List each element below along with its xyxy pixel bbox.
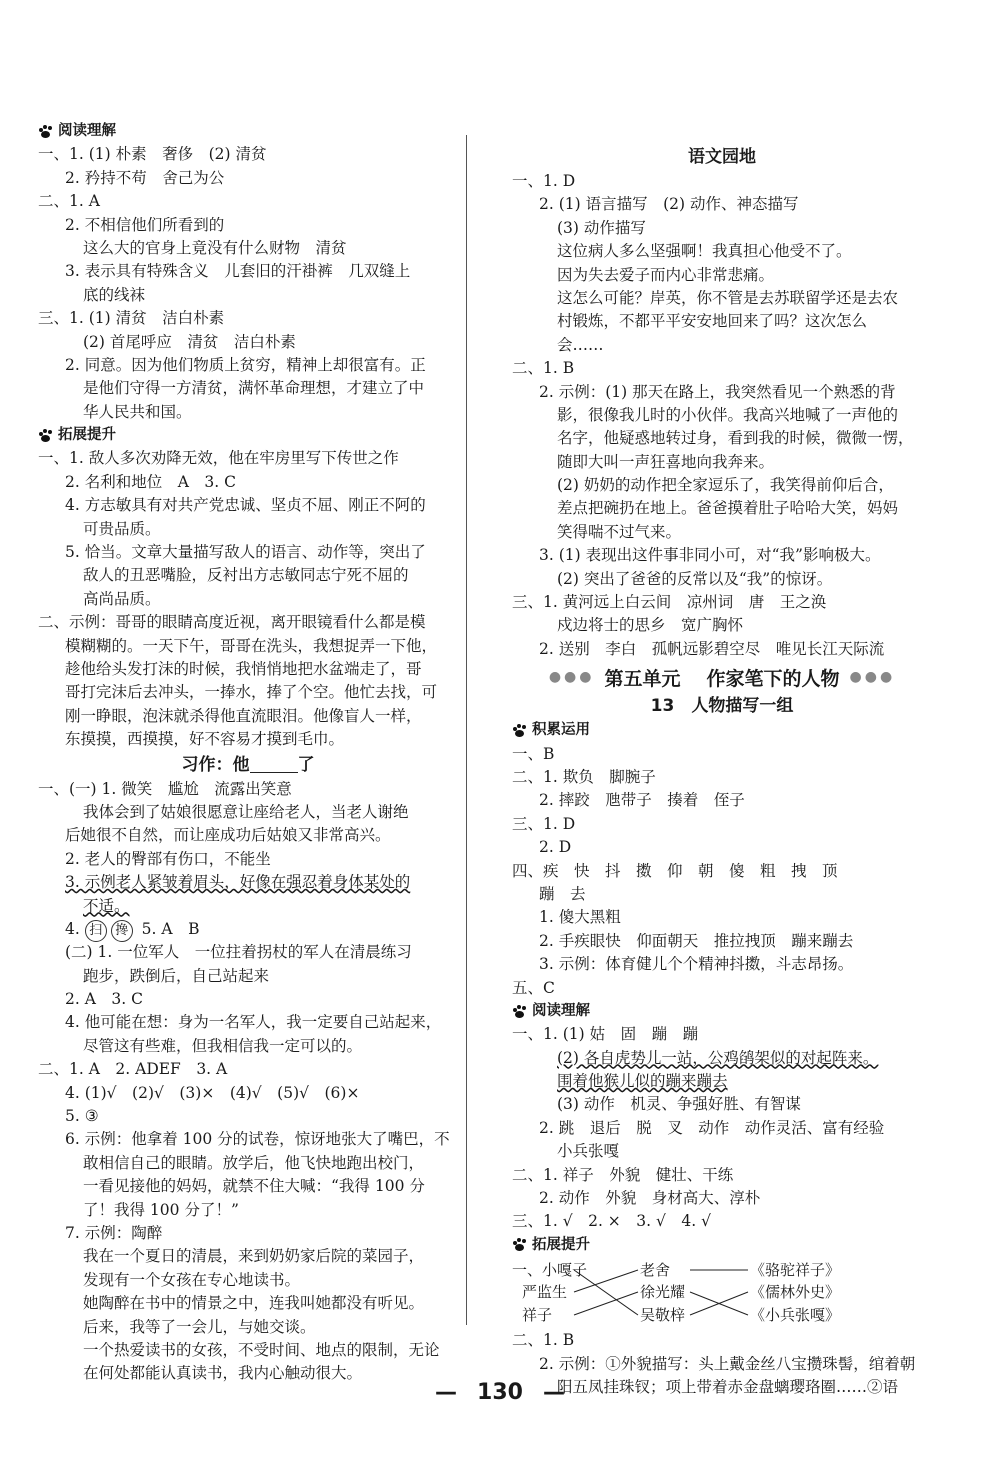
answer-line: 哥打完沫后去冲头，一捧水，捧了个空。他忙去找，可	[65, 683, 438, 702]
answer-line: 2. D	[539, 838, 572, 857]
answer-line: 2. 手疾眼快 仰面朝天 推拉拽顶 蹦来蹦去	[539, 931, 854, 950]
answer-line: 3. 示例：体育健儿个个精神抖擞，斗志昂扬。	[539, 955, 854, 974]
answer-line: (3) 动作 机灵、争强好胜、有智谋	[557, 1095, 801, 1114]
answer-line	[38, 895, 458, 918]
section-heading-label: 拓展提升	[58, 427, 116, 444]
answer-line: (2) 突出了爸爸的反常以及“我”的惊讶。	[557, 569, 833, 588]
match-left: 祥子	[522, 1306, 553, 1325]
answer-line: 模糊糊的。一天下午，哥哥在洗头，我想捉弄一下他，	[65, 636, 438, 655]
unit-heading	[512, 661, 932, 693]
answer-line: 二、1. B	[512, 359, 575, 378]
section-heading-label: 拓展提升	[532, 1236, 590, 1253]
answer-line: 2. 送别 李白 孤帆远影碧空尽 唯见长江天际流	[539, 639, 885, 658]
answer-line: 影，很像我儿时的小伙伴。我高兴地喊了一声他的	[557, 405, 899, 424]
answer-line: 二、1. B	[512, 1331, 575, 1350]
match-left: 一、小嘎子	[512, 1261, 588, 1280]
answer-line: (二) 1. 一位军人 一位拄着拐杖的军人在清晨练习	[65, 943, 412, 962]
circled-char: 搀	[111, 920, 133, 942]
answer-line: 1. 傻大黑粗	[539, 908, 621, 927]
answer-line	[512, 1070, 932, 1093]
answer-text: 5. A B	[141, 919, 200, 938]
answer-line: 一、1. 敌人多次劝降无效，他在牢房里写下传世之作	[38, 449, 399, 468]
dots-decoration: ●●●	[849, 669, 896, 686]
match-right: 《儒林外史》	[750, 1283, 841, 1302]
answer-line: 尽管这有些难，但我相信我一定可以的。	[83, 1036, 363, 1055]
underlined-answer: 围着他猴儿似的蹦来蹦去	[557, 1072, 728, 1091]
answer-line: 一、(一) 1. 微笑 尴尬 流露出笑意	[38, 779, 292, 798]
answer-line: 这位病人多么坚强啊！我真担心他受不了。	[557, 242, 852, 261]
answer-line: 三、1. √ 2. × 3. √ 4. √	[512, 1212, 711, 1231]
answer-line: 三、1. (1) 清贫 洁白朴素	[38, 309, 225, 328]
answer-line: 跑步，跌倒后，自己站起来	[83, 966, 270, 985]
answer-line: 2. 跳 退后 脱 叉 动作 动作灵活、富有经验	[539, 1118, 885, 1137]
answer-line: 二、1. A	[38, 192, 100, 211]
answer-line: 可贵品质。	[83, 519, 161, 538]
answer-line: 二、1. A 2. ADEF 3. A	[38, 1060, 228, 1079]
answer-line: 一看见接他的妈妈，就禁不住大喊：“我得 100 分	[83, 1177, 425, 1196]
section-heading-label: 积累运用	[532, 722, 590, 739]
answer-line: 戍边将士的思乡 宽广胸怀	[557, 616, 744, 635]
answer-line: 阳五凤挂珠钗；项上带着赤金盘螭璎珞圈……②语	[557, 1377, 899, 1396]
answer-line: 笑得喘不过气来。	[557, 522, 682, 541]
answer-line: 2. 摔跤 虺带子 揍着 侄子	[539, 791, 745, 810]
match-right: 《骆驼祥子》	[750, 1261, 841, 1280]
lesson-title: 13 人物描写一组	[650, 696, 794, 717]
match-mid: 吴敬梓	[640, 1306, 686, 1325]
answer-line: 我体会到了姑娘很愿意让座给老人，当老人谢绝	[83, 802, 409, 821]
answer-line: 2. 同意。因为他们物质上贫穷，精神上却很富有。正	[65, 355, 426, 374]
left-column	[38, 120, 458, 1386]
answer-line: 一、1. (1) 朴素 奢侈 (2) 清贫	[38, 145, 267, 164]
answer-line: 发现有一个女孩在专心地读书。	[83, 1270, 301, 1289]
composition-title-suffix: 了	[297, 754, 315, 775]
answer-line	[38, 918, 458, 941]
answer-line: 2. 示例：①外貌描写：头上戴金丝八宝攒珠髻，绾着朝	[539, 1354, 916, 1373]
answer-line: 华人民共和国。	[83, 402, 192, 421]
answer-line: 小兵张嘎	[557, 1142, 620, 1161]
answer-line: 2. (1) 语言描写 (2) 动作、神态描写	[539, 195, 799, 214]
answer-line: 3. (1) 表现出这件事非同小可，对“我”影响极大。	[539, 546, 881, 565]
answer-line: (2) 奶奶的动作把全家逗乐了，我笑得前仰后合，	[557, 476, 894, 495]
answer-line: 敌人的丑恶嘴脸，反衬出方志敏同志宁死不屈的	[83, 566, 409, 585]
answer-line: 三、1. 黄河远上白云间 凉州词 唐 王之涣	[512, 593, 827, 612]
answer-line: 后她很不自然，而让座成功后姑娘又非常高兴。	[65, 826, 391, 845]
page-dash: —	[435, 1380, 458, 1405]
answer-line: 了！我得 100 分了！”	[83, 1200, 239, 1219]
unit-number: 第五单元	[604, 667, 681, 690]
page-number-value: 130	[477, 1380, 523, 1405]
answer-line: 五、C	[512, 978, 555, 997]
unit-title: 作家笔下的人物	[706, 667, 840, 690]
section-heading	[38, 424, 458, 447]
answer-line: 随即大叫一声狂喜地向我奔来。	[557, 452, 775, 471]
answer-line: 这怎么可能？岸英，你不管是去苏联留学还是去农	[557, 288, 899, 307]
paw-icon	[512, 1005, 528, 1019]
answer-line: 2. 不相信他们所看到的	[65, 215, 225, 234]
answer-line: 一个热爱读书的女孩，不受时间、地点的限制，无论	[83, 1340, 440, 1359]
section-heading	[512, 719, 932, 742]
answer-line: 二、1. 祥子 外貌 健壮、干练	[512, 1165, 734, 1184]
answer-line: 一、1. (1) 姑 固 蹦 蹦	[512, 1025, 699, 1044]
answer-line: 7. 示例：陶醉	[65, 1223, 163, 1242]
answer-line: 2. A 3. C	[65, 990, 143, 1009]
answer-line: (2) 首尾呼应 清贫 洁白朴素	[83, 332, 296, 351]
answer-line: 后来，我等了一会儿，与她交谈。	[83, 1317, 316, 1336]
fill-blank	[250, 756, 298, 773]
answer-line: 一、B	[512, 744, 555, 763]
answer-line	[512, 1047, 932, 1070]
dots-decoration: ●●●	[548, 669, 595, 686]
answer-line: 2. 老人的臀部有伤口，不能坐	[65, 849, 271, 868]
section-heading	[512, 1234, 932, 1257]
match-left: 严监生	[522, 1283, 568, 1302]
answer-line: 2. 矜持不苟 舍己为公	[65, 168, 225, 187]
answer-line: 3. 表示具有特殊含义 儿套旧的汗褂裤 几双缝上	[65, 262, 411, 281]
section-heading-label: 阅读理解	[532, 1002, 590, 1019]
section-title: 语文园地	[688, 147, 756, 167]
answer-line: 一、1. D	[512, 172, 576, 190]
paw-icon	[38, 429, 54, 443]
circled-char: 扫	[85, 920, 107, 942]
answer-line: 是他们守得一方清贫，满怀革命理想，才建立了中	[83, 379, 425, 398]
answer-line: 4. (1)√ (2)√ (3)× (4)√ (5)√ (6)×	[65, 1083, 360, 1102]
match-mid: 徐光耀	[640, 1283, 686, 1302]
section-heading	[512, 1000, 932, 1023]
underlined-answer: 不适。	[83, 896, 130, 915]
answer-line: 在何处都能认真读书，我内心触动很大。	[83, 1364, 363, 1383]
paw-icon	[512, 724, 528, 738]
answer-line: 2. 示例：(1) 那天在路上，我突然看见一个熟悉的背	[539, 382, 896, 401]
answer-line: 四、疾 快 抖 擞 仰 朝 傻 粗 拽 顶	[512, 861, 838, 880]
underlined-answer: (2) 各自虎势儿一站，公鸡鹐架似的对起阵来。	[557, 1048, 879, 1067]
answer-line: 村锻炼，不都平平安安地回来了吗？这次怎么	[557, 312, 868, 331]
match-right: 《小兵张嘎》	[750, 1306, 841, 1325]
answer-line: 6. 示例：他拿着 100 分的试卷，惊讶地张大了嘴巴，不	[65, 1130, 450, 1149]
answer-line: 2. 动作 外貌 身材高大、淳朴	[539, 1189, 761, 1208]
paw-icon	[38, 125, 54, 139]
section-heading-label: 阅读理解	[58, 123, 116, 139]
item-number: 4.	[65, 919, 80, 938]
answer-line: 4. 方志敏具有对共产党忠诚、坚贞不屈、刚正不阿的	[65, 496, 426, 515]
answer-line: (3) 动作描写	[557, 218, 646, 237]
answer-line: 敢相信自己的眼睛。放学后，他飞快地跑出校门，	[83, 1153, 425, 1172]
composition-title-text: 习作：他	[181, 754, 250, 775]
answer-line: 二、1. 欺负 脚腕子	[512, 767, 656, 786]
answer-line	[38, 871, 458, 894]
answer-line: 蹦 去	[539, 884, 586, 903]
column-divider	[466, 135, 467, 1325]
answer-line: 东摸摸，西摸摸，好不容易才摸到毛巾。	[65, 730, 345, 749]
answer-line: 因为失去爱子而内心非常悲痛。	[557, 265, 775, 284]
answer-line: 5. ③	[65, 1107, 99, 1126]
answer-line: 4. 他可能在想：身为一名军人，我一定要自己站起来，	[65, 1013, 442, 1032]
section-heading	[38, 120, 458, 143]
answer-line: 高尚品质。	[83, 589, 161, 608]
answer-line: 这么大的官身上竟没有什么财物 清贫	[83, 238, 347, 257]
answer-line: 她陶醉在书中的情景之中，连我叫她都没有听见。	[83, 1294, 425, 1313]
underlined-answer: 3. 示例老人紧皱着眉头，好像在强忍着身体某处的	[65, 873, 411, 892]
answer-line: 趁他给头发打沫的时候，我悄悄地把水盆端走了，哥	[65, 659, 422, 678]
answer-line: 我在一个夏日的清晨，来到奶奶家后院的菜园子，	[83, 1247, 425, 1266]
answer-line: 5. 恰当。文章大量描写敌人的语言、动作等，突出了	[65, 543, 426, 562]
right-column	[512, 144, 932, 1399]
answer-line: 会……	[557, 335, 604, 354]
composition-title	[38, 752, 458, 778]
answer-line: 底的线袜	[83, 285, 146, 304]
page-number	[0, 1380, 1000, 1405]
answer-line: 刚一睁眼，泡沫就杀得他直流眼泪。他像盲人一样，	[65, 706, 422, 725]
answer-line: 差点把碗扔在地上。爸爸摸着肚子哈哈大笑，妈妈	[557, 499, 899, 518]
answer-line: 名字，他疑惑地转过身，看到我的时候，微微一愣，	[557, 429, 914, 448]
answer-line: 2. 名利和地位 A 3. C	[65, 472, 236, 491]
match-mid: 老舍	[640, 1261, 671, 1280]
answer-line: 三、1. D	[512, 814, 576, 833]
answer-line: 二、示例：哥哥的眼睛高度近视，离开眼镜看什么都是模	[38, 613, 426, 632]
page-dash: —	[542, 1380, 565, 1405]
paw-icon	[512, 1238, 528, 1252]
matching-block	[512, 1257, 932, 1329]
